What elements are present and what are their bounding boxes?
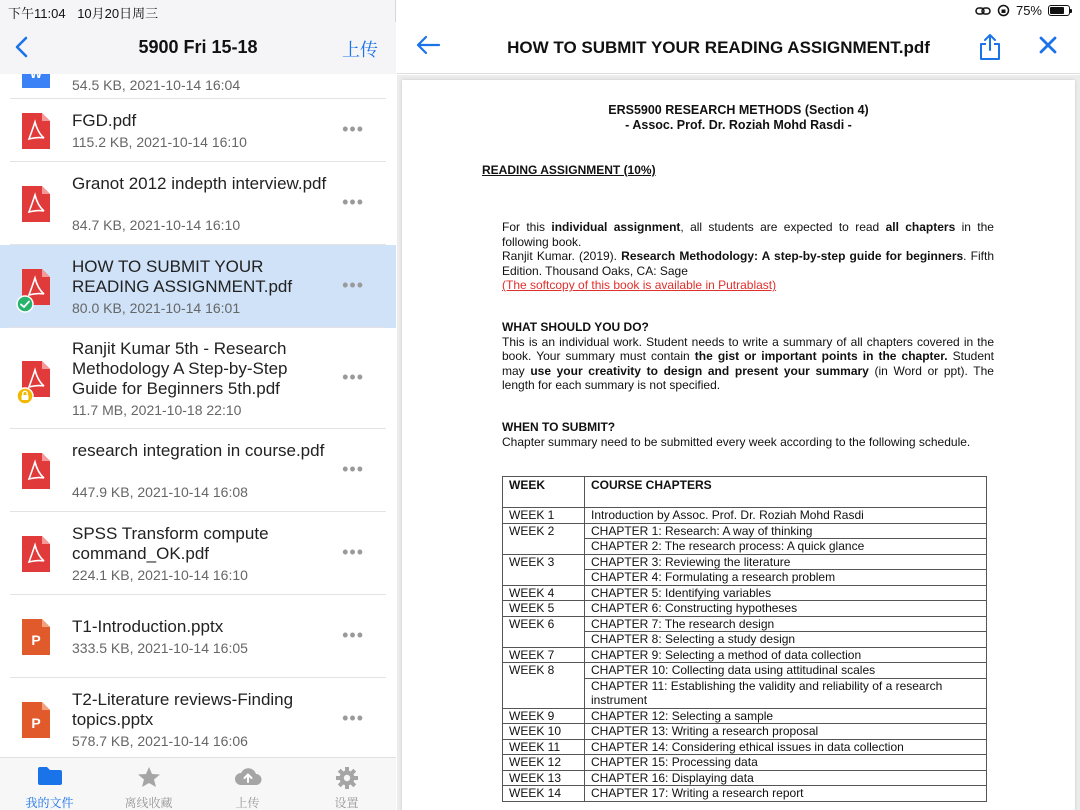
chapter-cell: CHAPTER 10: Collecting data using attitudinal scales — [585, 663, 987, 679]
more-options-button[interactable]: ••• — [342, 118, 364, 139]
rotation-lock-icon — [997, 4, 1010, 17]
more-options-button[interactable]: ••• — [342, 458, 364, 479]
pdf-file-icon — [20, 111, 52, 151]
cloud-upload-icon — [234, 766, 262, 791]
file-browser-pane — [0, 0, 396, 810]
chapter-cell: CHAPTER 12: Selecting a sample — [585, 708, 987, 724]
table-row — [503, 755, 987, 771]
status-date: 10月20日周三 — [77, 6, 159, 21]
more-options-button[interactable]: ••• — [342, 624, 364, 645]
table-row — [503, 508, 987, 524]
file-meta: 80.0 KB, 2021-10-14 16:01 — [72, 299, 241, 316]
table-row — [503, 523, 987, 539]
week-cell: WEEK 10 — [503, 724, 585, 740]
file-meta: 333.5 KB, 2021-10-14 16:05 — [72, 639, 248, 656]
table-row — [503, 632, 987, 648]
close-icon — [1038, 35, 1058, 55]
chapter-cell: CHAPTER 2: The research process: A quick glance — [585, 539, 987, 555]
schedule-table — [502, 476, 987, 802]
table-row — [503, 663, 987, 679]
svg-text:P: P — [31, 631, 41, 648]
table-row — [503, 678, 987, 708]
file-row[interactable] — [0, 595, 396, 678]
doc-intro-paragraph: For this individual assignment, all students are expected to read all chapters in the following book. Ranjit Kumar. (2019). Research Methodology: A step-by-step guide for beginners. Fifth Edition. Thousand Oaks, CA: Sage (The softcopy of this book is available in Putrablast) — [502, 220, 994, 292]
file-meta: 115.2 KB, 2021-10-14 16:10 — [72, 133, 247, 150]
lock-badge-icon — [16, 387, 34, 405]
week-cell: WEEK 3 — [503, 554, 585, 570]
table-row — [503, 585, 987, 601]
file-browser-header — [0, 22, 396, 74]
tab-label: 上传 — [235, 796, 260, 810]
file-row[interactable] — [0, 245, 396, 328]
week-cell: WEEK 5 — [503, 601, 585, 617]
more-options-button[interactable]: ••• — [342, 366, 364, 387]
week-cell: WEEK 9 — [503, 708, 585, 724]
week-cell — [503, 570, 585, 586]
document-viewer-pane — [397, 0, 1080, 810]
file-row[interactable] — [0, 99, 396, 162]
svg-text:P: P — [31, 714, 41, 731]
battery-percent: 75% — [1015, 3, 1042, 18]
doc-section-title: READING ASSIGNMENT (10%) — [482, 163, 656, 177]
table-row — [503, 739, 987, 755]
tab-folder[interactable] — [0, 758, 99, 810]
file-name: Granot 2012 indepth interview.pdf — [72, 173, 327, 193]
pdf-file-icon — [20, 451, 52, 491]
file-meta: 84.7 KB, 2021-10-14 16:10 — [72, 216, 241, 233]
battery-icon — [1048, 5, 1070, 16]
tab-label: 我的文件 — [25, 796, 74, 810]
chapter-cell: Introduction by Assoc. Prof. Dr. Roziah Mohd Rasdi — [585, 508, 987, 524]
file-name: SPSS Transform compute command_OK.pdf — [72, 523, 269, 563]
tab-label: 离线收藏 — [124, 796, 173, 810]
week-cell: WEEK 4 — [503, 585, 585, 601]
doc-when-section: WHEN TO SUBMIT? Chapter summary need to be submitted every week according to the following schedule. — [502, 420, 971, 449]
file-name: Ranjit Kumar 5th - Research Methodology A Step-by-Step Guide for Beginners 5th.pdf — [72, 338, 288, 398]
file-row[interactable] — [0, 328, 396, 429]
chapter-cell: CHAPTER 4: Formulating a research problem — [585, 570, 987, 586]
file-row[interactable] — [0, 512, 396, 595]
table-row — [503, 647, 987, 663]
folder-icon — [37, 766, 63, 791]
file-meta: 224.1 KB, 2021-10-14 16:10 — [72, 566, 248, 583]
doc-back-button[interactable] — [415, 34, 441, 61]
star-icon — [137, 766, 161, 793]
table-header: COURSE CHAPTERS — [585, 477, 987, 508]
pdf-page — [402, 80, 1075, 810]
link-icon — [975, 5, 991, 17]
week-cell: WEEK 7 — [503, 647, 585, 663]
more-options-button[interactable]: ••• — [342, 707, 364, 728]
file-name: research integration in course.pdf — [72, 440, 325, 460]
share-button[interactable] — [978, 33, 1002, 66]
table-row — [503, 539, 987, 555]
status-bar — [0, 0, 1080, 22]
table-row — [503, 724, 987, 740]
file-list — [0, 52, 396, 757]
document-header — [397, 22, 1080, 74]
file-name: HOW TO SUBMIT YOUR READING ASSIGNMENT.pdf — [72, 256, 293, 296]
chapter-cell: CHAPTER 17: Writing a research report — [585, 786, 987, 802]
week-cell — [503, 678, 585, 708]
table-row — [503, 770, 987, 786]
chapter-cell: CHAPTER 13: Writing a research proposal — [585, 724, 987, 740]
doc-softcopy-note: (The softcopy of this book is available in Putrablast) — [502, 278, 777, 292]
week-cell: WEEK 13 — [503, 770, 585, 786]
file-meta: 11.7 MB, 2021-10-18 22:10 — [72, 401, 242, 418]
bottom-tab-bar — [0, 757, 396, 810]
synced-check-icon — [16, 295, 34, 313]
file-meta: 578.7 KB, 2021-10-14 16:06 — [72, 732, 248, 749]
file-row[interactable] — [0, 429, 396, 512]
tab-cloud-upload[interactable] — [198, 758, 297, 810]
pdf-file-icon — [20, 534, 52, 574]
pdf-file-icon — [20, 184, 52, 224]
chapter-cell: CHAPTER 15: Processing data — [585, 755, 987, 771]
more-options-button[interactable]: ••• — [342, 541, 364, 562]
week-cell — [503, 539, 585, 555]
pptx-file-icon — [20, 700, 52, 740]
table-header: WEEK — [503, 477, 585, 508]
tab-star[interactable] — [99, 758, 198, 810]
chapter-cell: CHAPTER 1: Research: A way of thinking — [585, 523, 987, 539]
week-cell: WEEK 8 — [503, 663, 585, 679]
week-cell: WEEK 14 — [503, 786, 585, 802]
file-meta: 447.9 KB, 2021-10-14 16:08 — [72, 483, 248, 500]
folder-title: 5900 Fri 15-18 — [138, 37, 258, 57]
file-row[interactable] — [0, 678, 396, 757]
table-row — [503, 708, 987, 724]
more-options-button[interactable]: ••• — [342, 274, 364, 295]
table-row — [503, 601, 987, 617]
chapter-cell: CHAPTER 6: Constructing hypotheses — [585, 601, 987, 617]
chapter-cell: CHAPTER 5: Identifying variables — [585, 585, 987, 601]
table-row — [503, 786, 987, 802]
chapter-cell: CHAPTER 3: Reviewing the literature — [585, 554, 987, 570]
file-meta: 54.5 KB, 2021-10-14 16:04 — [72, 76, 241, 93]
file-name: T1-Introduction.pptx — [72, 616, 224, 636]
file-row[interactable] — [0, 162, 396, 245]
share-icon — [978, 33, 1002, 61]
chapter-cell: CHAPTER 7: The research design — [585, 616, 987, 632]
arrow-left-icon — [415, 34, 441, 56]
more-options-button[interactable]: ••• — [342, 191, 364, 212]
file-name: FGD.pdf — [72, 110, 137, 130]
chapter-cell: CHAPTER 16: Displaying data — [585, 770, 987, 786]
table-row — [503, 554, 987, 570]
tab-label: 设置 — [334, 796, 359, 810]
table-row — [503, 570, 987, 586]
week-cell: WEEK 6 — [503, 616, 585, 632]
close-button[interactable] — [1038, 35, 1058, 60]
pptx-file-icon — [20, 617, 52, 657]
tab-gear[interactable] — [297, 758, 396, 810]
file-name: T2-Literature reviews-Finding topics.pptx — [72, 689, 294, 729]
chapter-cell: CHAPTER 8: Selecting a study design — [585, 632, 987, 648]
week-cell: WEEK 11 — [503, 739, 585, 755]
status-time: 下午11:04 — [8, 6, 66, 21]
week-cell: WEEK 1 — [503, 508, 585, 524]
upload-button[interactable]: 上传 — [342, 40, 378, 60]
table-row — [503, 616, 987, 632]
chapter-cell: CHAPTER 9: Selecting a method of data collection — [585, 647, 987, 663]
chapter-cell: CHAPTER 14: Considering ethical issues in data collection — [585, 739, 987, 755]
week-cell — [503, 632, 585, 648]
doc-heading: ERS5900 RESEARCH METHODS (Section 4) - Assoc. Prof. Dr. Roziah Mohd Rasdi - — [608, 103, 869, 132]
week-cell: WEEK 2 — [503, 523, 585, 539]
chapter-cell: CHAPTER 11: Establishing the validity and reliability of a research instrument — [585, 678, 987, 708]
gear-icon — [335, 766, 359, 795]
document-content-area[interactable] — [397, 75, 1080, 810]
doc-what-section: WHAT SHOULD YOU DO? This is an individual work. Student needs to write a summary of all chapters covered in the book. Your summary must contain the gist or important points in the chapter. Student may use your creativity to design and present your summary (in Word or ppt). The length for each summary is not specified. — [502, 320, 994, 392]
document-title: HOW TO SUBMIT YOUR READING ASSIGNMENT.pdf — [507, 38, 930, 57]
week-cell: WEEK 12 — [503, 755, 585, 771]
